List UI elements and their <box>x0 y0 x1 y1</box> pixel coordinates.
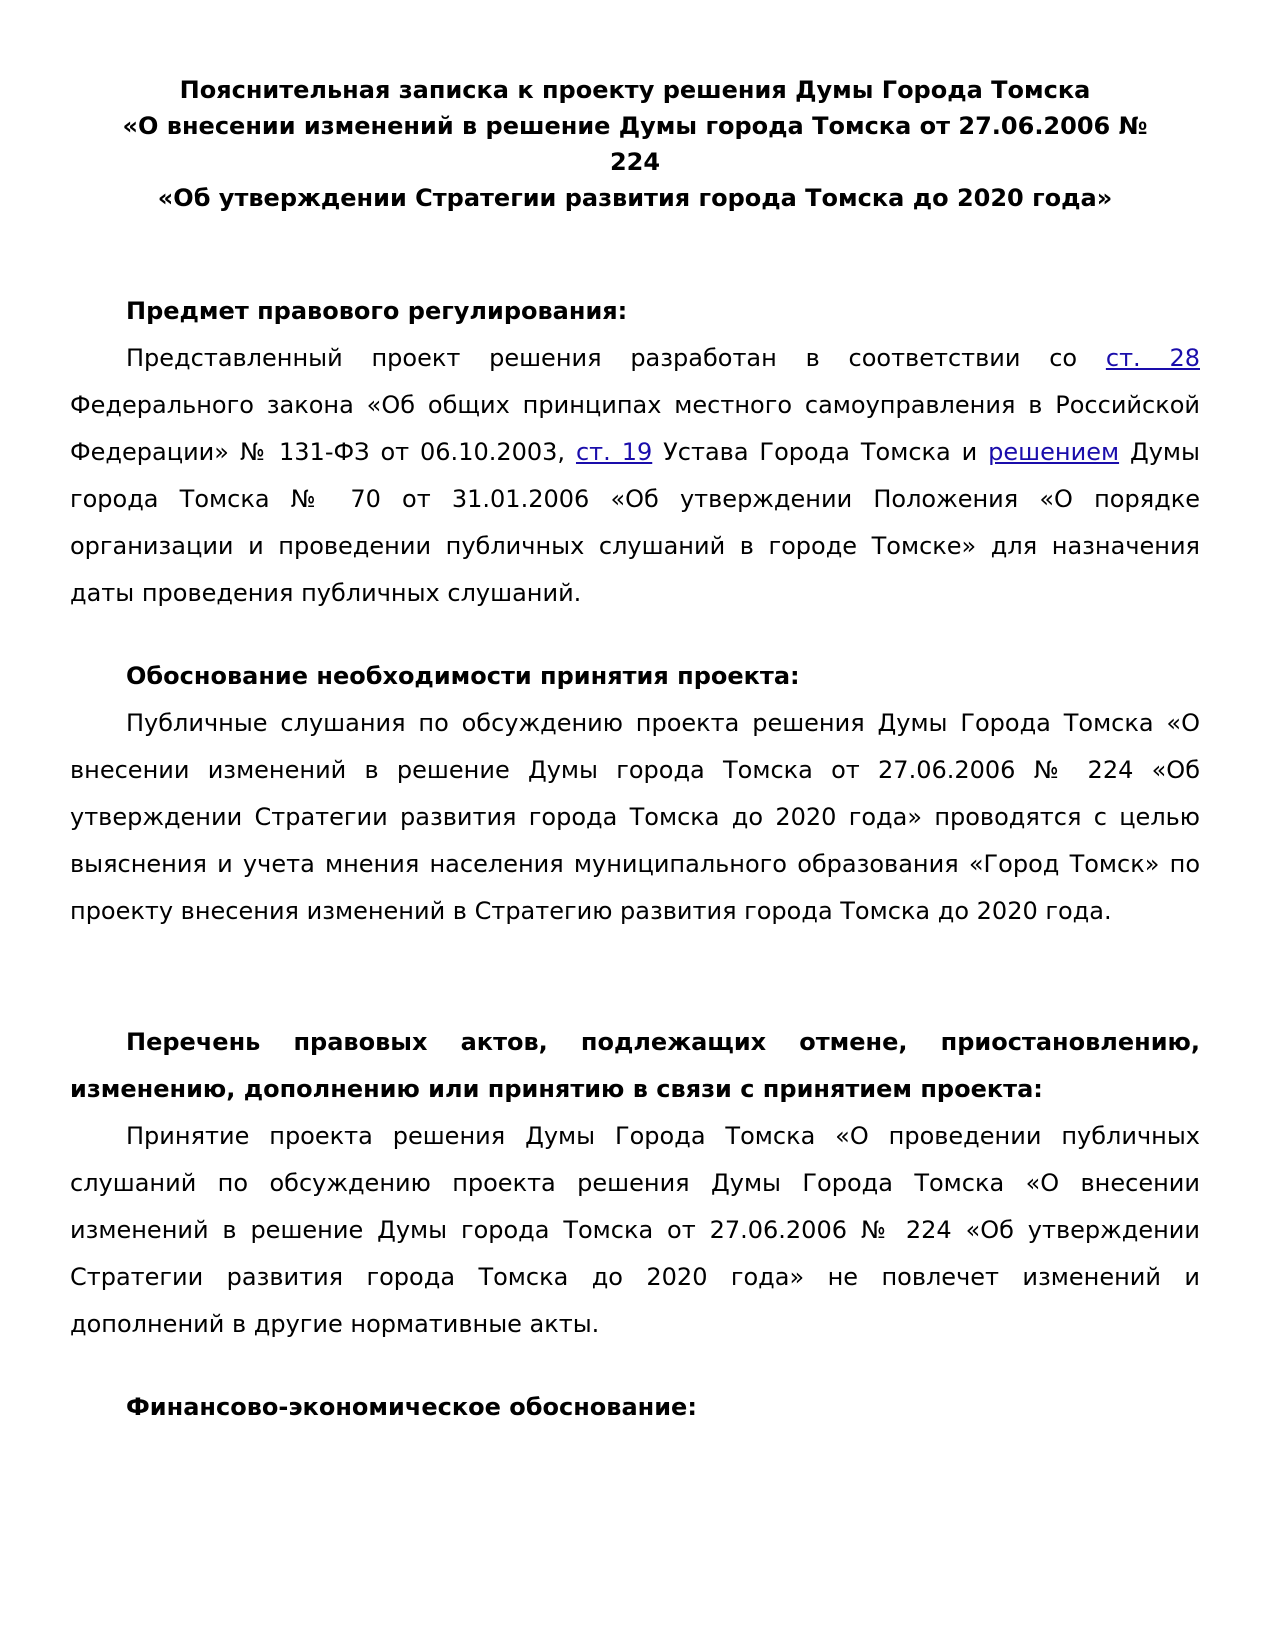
document-page <box>70 72 1200 1421</box>
link-article-19[interactable]: ст. 19 <box>575 438 653 466</box>
subject-text-part-2: Федерального закона «Об общих принципах местного самоуправления в Российской Федерации» № 131-ФЗ от 06.10.2003, <box>70 391 1200 466</box>
section-acts-list <box>70 1019 1200 1348</box>
link-decision[interactable]: решением <box>988 438 1120 466</box>
section-acts-list-heading: Перечень правовых актов, подлежащих отмене, приостановлению, изменению, дополнению или принятию в связи с принятием проекта: <box>70 1028 1200 1103</box>
title-line-2: «О внесении изменений в решение Думы города Томска от 27.06.2006 № <box>122 112 1148 140</box>
title-line-4: «Об утверждении Стратегии развития города Томска до 2020 года» <box>157 184 1113 212</box>
section-justification-text: Публичные слушания по обсуждению проекта решения Думы Города Томска «О внесении изменений в решение Думы города Томска от 27.06.2006 № 224 «Об утверждении Стратегии развития города Томска до 2020 года» проводятся с целью выяснения и учета мнения населения муниципального образования «Город Томск» по проекту внесения изменений в Стратегию развития города Томска до 2020 года. <box>70 709 1200 925</box>
section-justification <box>70 653 1200 935</box>
link-article-28[interactable]: ст. 28 <box>1105 344 1200 372</box>
section-subject <box>70 288 1200 617</box>
title-line-1: Пояснительная записка к проекту решения Думы Города Томска <box>179 76 1091 104</box>
subject-text-part-3: Устава Города Томска и <box>652 438 989 466</box>
document-title <box>70 72 1200 216</box>
section-financial-heading: Финансово-экономическое обоснование: <box>126 1393 697 1421</box>
subject-text-part-1: Представленный проект решения разработан в соответствии со <box>126 344 1106 372</box>
section-acts-list-text: Принятие проекта решения Думы Города Томска «О проведении публичных слушаний по обсуждению проекта решения Думы Города Томска «О внесении изменений в решение Думы города Томска от 27.06.2006 № 224 «Об утверждении Стратегии развития города Томска до 2020 года» не повлечет изменений и дополнений в другие нормативные акты. <box>70 1122 1200 1338</box>
title-line-3: 224 <box>609 148 661 176</box>
section-justification-heading: Обоснование необходимости принятия проекта: <box>126 662 800 690</box>
subject-text-part-4: Думы города Томска № 70 от 31.01.2006 «Об утверждении Положения «О порядке организации и проведении публичных слушаний в городе Томске» для назначения даты проведения публичных слушаний. <box>70 438 1200 607</box>
section-subject-heading: Предмет правового регулирования: <box>126 297 628 325</box>
section-financial <box>70 1384 1200 1431</box>
section-subject-text <box>70 335 1200 617</box>
